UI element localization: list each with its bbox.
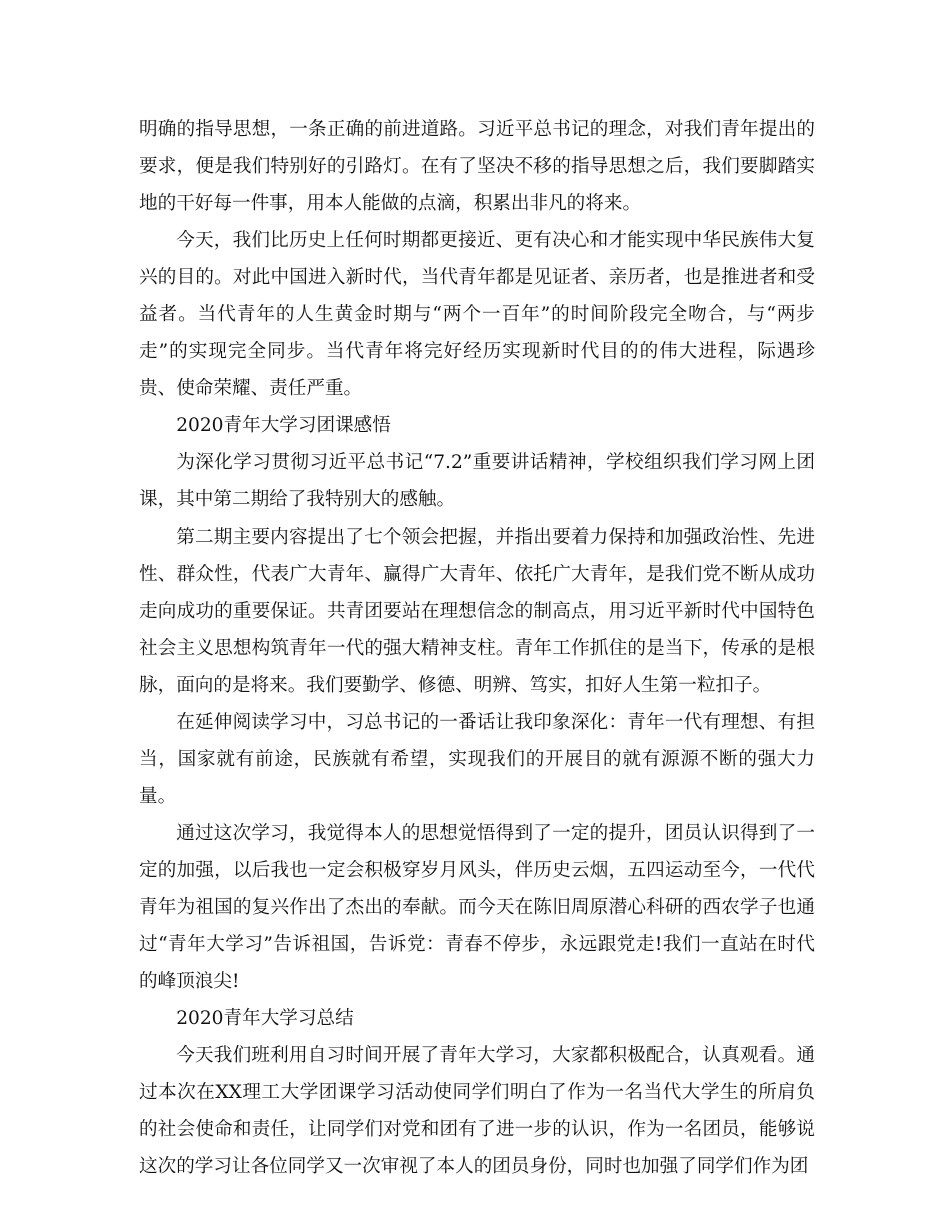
document-body — [139, 111, 815, 1185]
section-heading: 2020青年大学习团课感悟 — [176, 415, 391, 437]
section-heading: 2020青年大学习总结 — [176, 1008, 354, 1030]
paragraph: 在延伸阅读学习中，习总书记的一番话让我印象深化：青年一代有理想、有担当，国家就有前途，民族就有希望，实现我们的开展目的就有源源不断的强大力量。 — [139, 711, 815, 807]
paragraph: 明确的指导思想，一条正确的前进道路。习近平总书记的理念，对我们青年提出的要求，便是我们特别好的引路灯。在有了坚决不移的指导思想之后，我们要脚踏实地的干好每一件事，用本人能做的点滴，积累出非凡的将来。 — [139, 119, 815, 215]
paragraph: 第二期主要内容提出了七个领会把握，并指出要着力保持和加强政治性、先进性、群众性，代表广大青年、赢得广大青年、依托广大青年，是我们党不断从成功走向成功的重要保证。共青团要站在理想信念的制高点，用习近平新时代中国特色社会主义思想构筑青年一代的强大精神支柱。青年工作抓住的是当下，传承的是根脉，面向的是将来。我们要勤学、修德、明辨、笃实，扣好人生第一粒扣子。 — [139, 526, 815, 696]
paragraph: 通过这次学习，我觉得本人的思想觉悟得到了一定的提升，团员认识得到了一定的加强，以后我也一定会积极穿岁月风头，伴历史云烟，五四运动至今，一代代青年为祖国的复兴作出了杰出的奉献。而今天在陈旧周原潜心科研的西农学子也通过“青年大学习”告诉祖国，告诉党：青春不停步，永远跟党走!我们一直站在时代的峰顶浪尖! — [139, 822, 815, 993]
paragraph: 今天我们班利用自习时间开展了青年大学习，大家都积极配合，认真观看。通过本次在XX理工大学团课学习活动使同学们明白了作为一名当代大学生的所肩负的社会使命和责任，让同学们对党和团有了进一步的认识，作为一名团员，能够说这次的学习让各位同学又一次审视了本人的团员身份，同时也加强了同学们作为团 — [139, 1045, 815, 1178]
paragraph: 今天，我们比历史上任何时期都更接近、更有决心和才能实现中华民族伟大复兴的目的。对此中国进入新时代，当代青年都是见证者、亲历者，也是推进者和受益者。当代青年的人生黄金时期与“两个一百年”的时间阶段完全吻合，与“两步走”的实现完全同步。当代青年将完好经历实现新时代目的的伟大进程，际遇珍贵、使命荣耀、责任严重。 — [139, 230, 815, 400]
paragraph: 为深化学习贯彻习近平总书记“7.2”重要讲话精神，学校组织我们学习网上团课，其中第二期给了我特别大的感触。 — [139, 452, 815, 511]
